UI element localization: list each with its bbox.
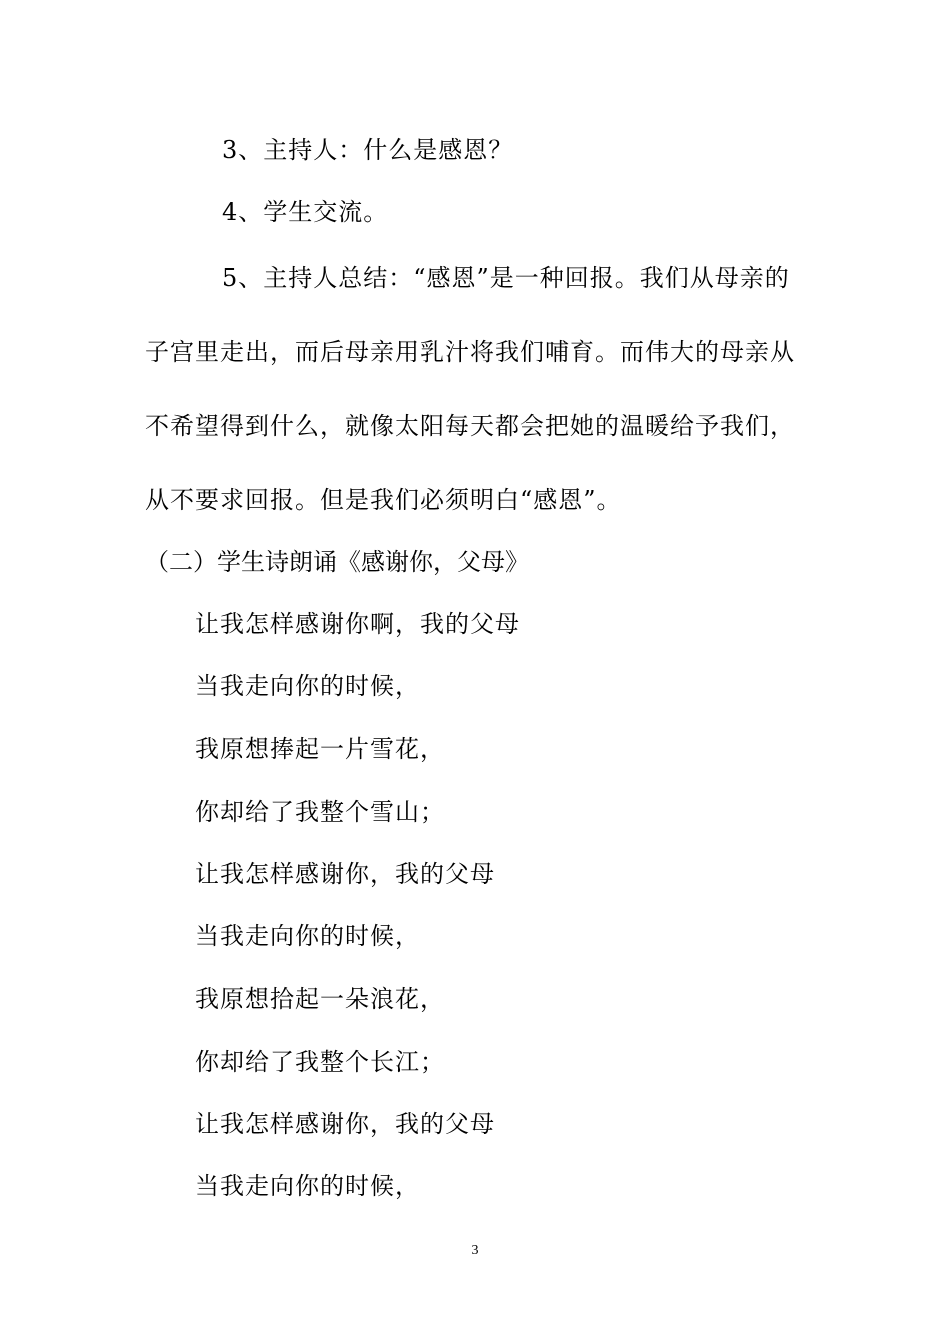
page-number: 3 [471,1243,479,1258]
poem-line: 让我怎样感谢你啊，我的父母 [195,610,520,638]
poem-line: 让我怎样感谢你，我的父母 [195,1110,495,1138]
poem-line: 让我怎样感谢你，我的父母 [195,860,495,888]
section-heading: （二）学生诗朗诵《感谢你，父母》 [145,548,529,576]
item-3-host-question: 3、主持人：什么是感恩？ [222,136,514,164]
summary-line-4: 从不要求回报。但是我们必须明白“感恩”。 [145,486,622,514]
poem-line: 当我走向你的时候， [195,672,420,700]
poem-line: 当我走向你的时候， [195,922,420,950]
summary-line-1: 5、主持人总结：“感恩”是一种回报。我们从母亲的 [222,264,790,292]
summary-line-3: 不希望得到什么，就像太阳每天都会把她的温暖给予我们， [145,412,795,440]
poem-line: 我原想捧起一片雪花， [195,735,445,763]
poem-line: 你却给了我整个雪山； [195,798,445,826]
item-4-student-exchange: 4、学生交流。 [222,198,389,226]
poem-line: 当我走向你的时候， [195,1172,420,1200]
poem-line: 我原想拾起一朵浪花， [195,985,445,1013]
summary-line-2: 子宫里走出，而后母亲用乳汁将我们哺育。而伟大的母亲从 [145,338,795,366]
poem-line: 你却给了我整个长江； [195,1048,445,1076]
